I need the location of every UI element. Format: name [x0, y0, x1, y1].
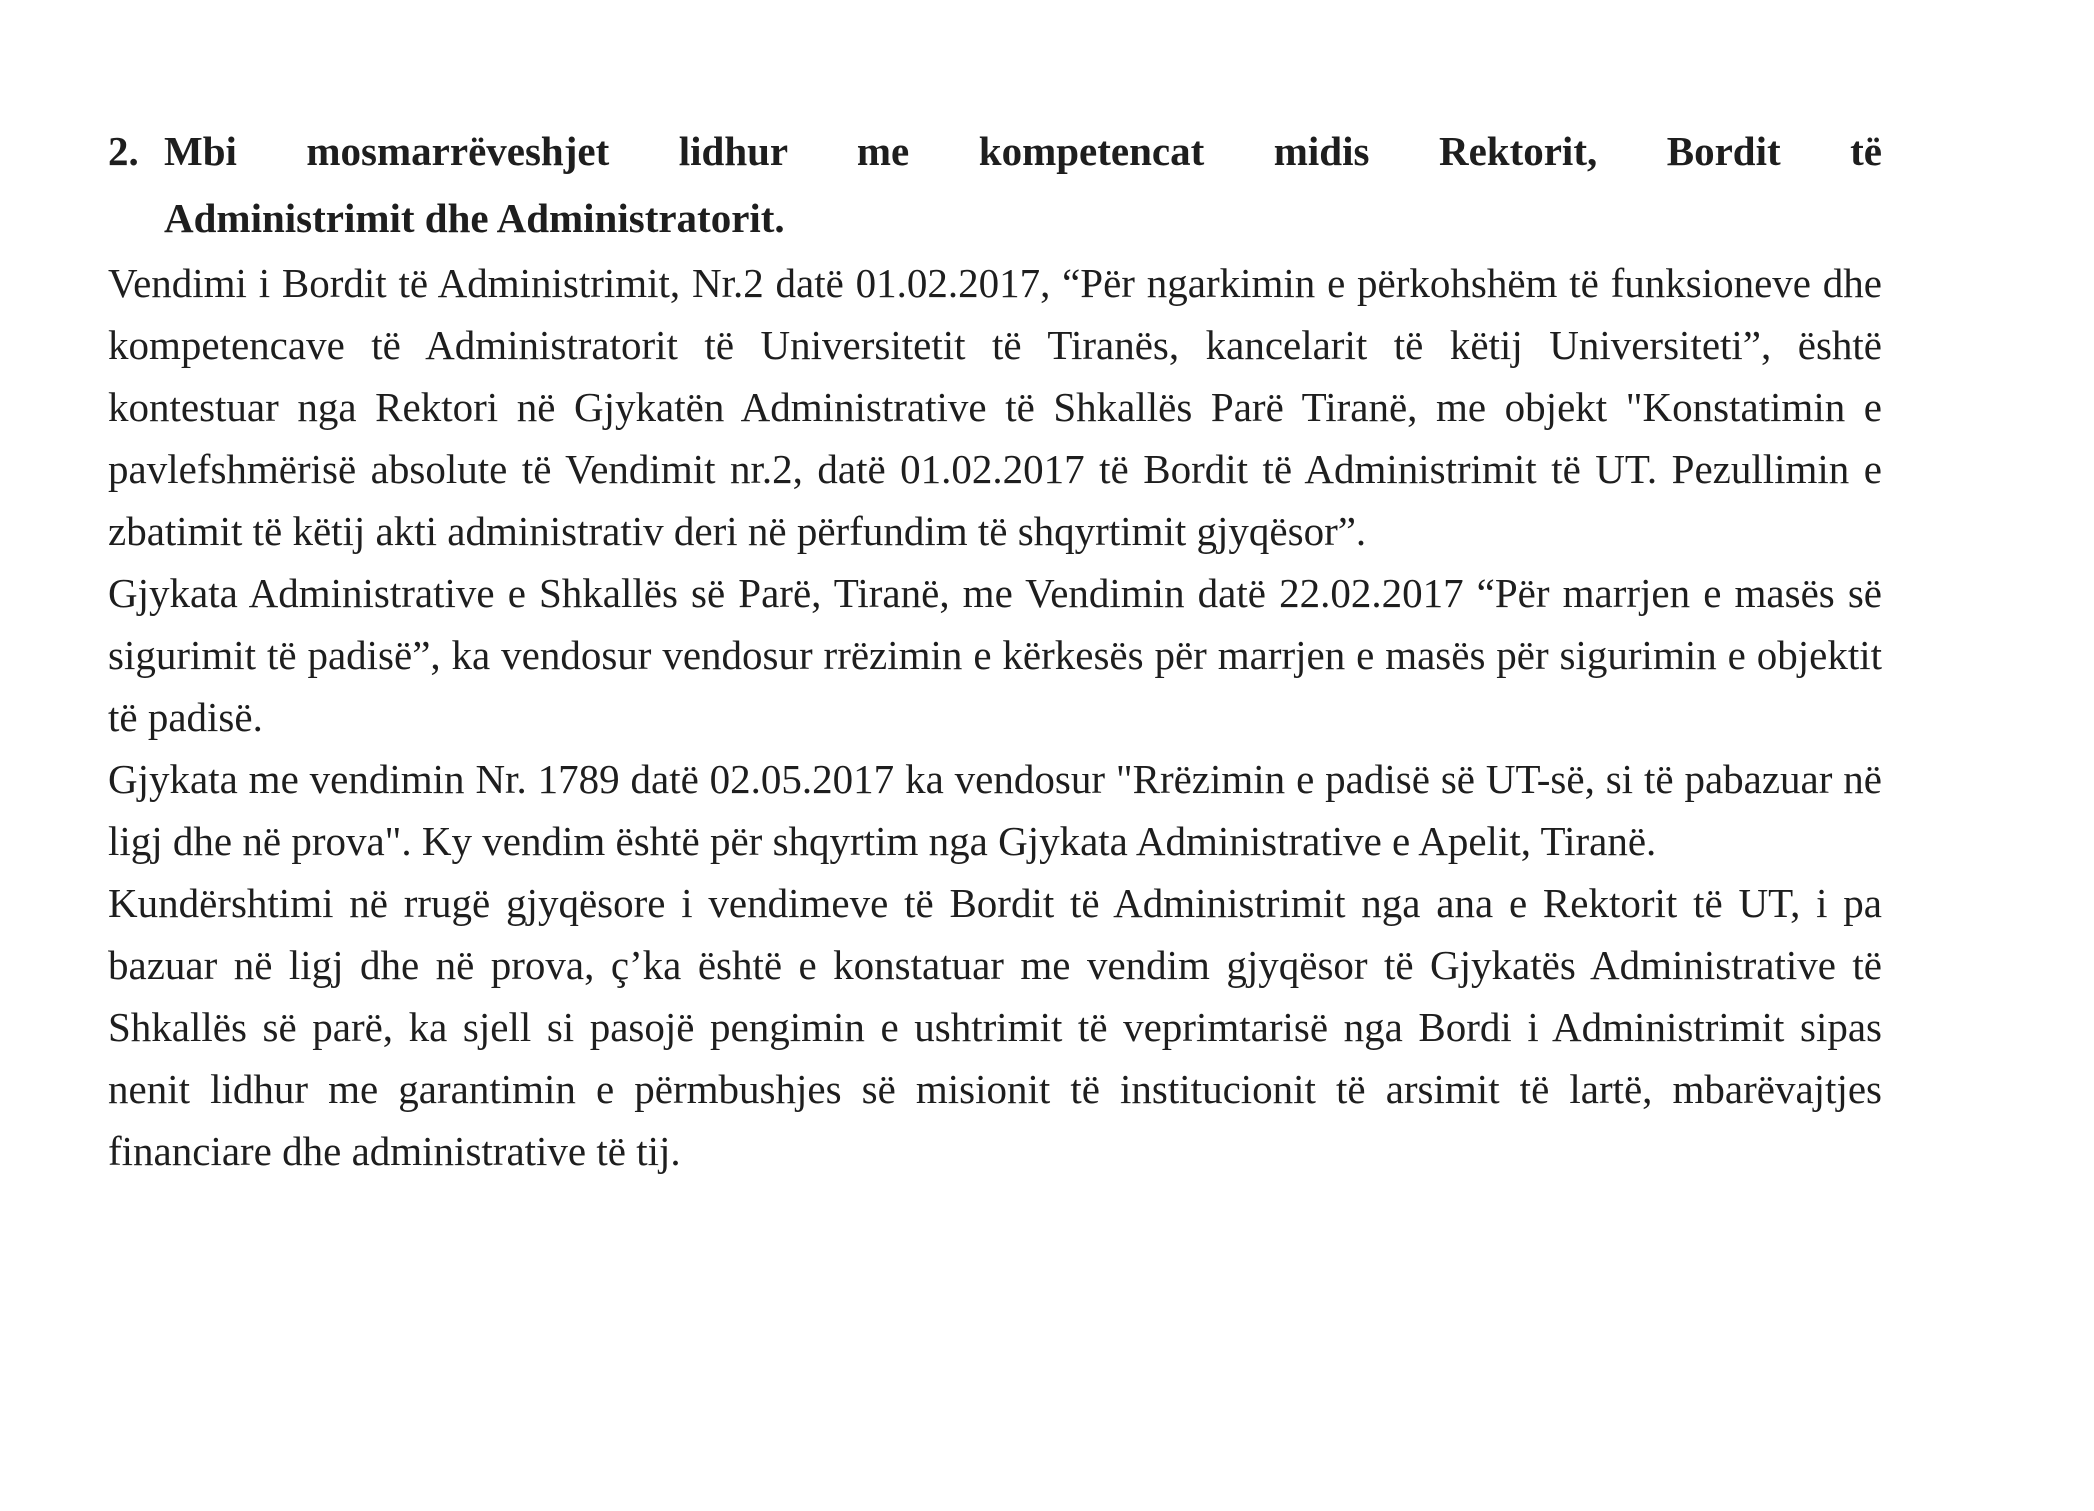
paragraph-consequences: Kundërshtimi në rrugë gjyqësore i vendimeve të Bordit të Administrimit nga ana e Rektorit të UT, i pa bazuar në ligj dhe në prova, ç’ka është e konstatuar me vendim gjyqësor të Gjykatës Administrative të Shkallës së parë, ka sjell si pasojë pengimin e ushtrimit të veprimtarisë nga Bordi i Administrimit sipas nenit lidhur me garantimin e përmbushjes së misionit të institucionit të arsimit të lartë, mbarëvajtjes financiare dhe administrative të tij.: [108, 880, 1882, 1174]
paragraph-board-decision: Vendimi i Bordit të Administrimit, Nr.2 datë 01.02.2017, “Për ngarkimin e përkohshëm të funksioneve dhe kompetencave të Administratorit të Universitetit të Tiranës, kancelarit të këtij Universiteti”, është kontestuar nga Rektori në Gjykatën Administrative të Shkallës Parë Tiranë, me objekt "Konstatimin e pavlefshmërisë absolute të Vendimit nr.2, datë 01.02.2017 të Bordit të Administrimit të UT. Pezullimin e zbatimit të këtij akti administrativ deri në përfundim të shqyrtimit gjyqësor”.: [108, 260, 1882, 554]
section-heading: [108, 118, 1882, 252]
section-title-line2: Administrimit dhe Administratorit.: [164, 195, 785, 241]
section-title-line1: Mbi mosmarrëveshjet lidhur me kompetencat midis Rektorit, Bordit të: [164, 128, 1882, 174]
paragraph-court-security-measure: Gjykata Administrative e Shkallës së Parë, Tiranë, me Vendimin datë 22.02.2017 “Për marrjen e masës së sigurimit të padisë”, ka vendosur vendosur rrëzimin e kërkesës për marrjen e masës për sigurimin e objektit të padisë.: [108, 570, 1882, 740]
section-title: [164, 118, 1882, 252]
section-number: 2.: [108, 128, 139, 174]
document-page: [108, 118, 1882, 1182]
paragraph-court-ruling: Gjykata me vendimin Nr. 1789 datë 02.05.2017 ka vendosur "Rrëzimin e padisë së UT-së, si të pabazuar në ligj dhe në prova". Ky vendim është për shqyrtim nga Gjykata Administrative e Apelit, Tiranë.: [108, 756, 1882, 864]
